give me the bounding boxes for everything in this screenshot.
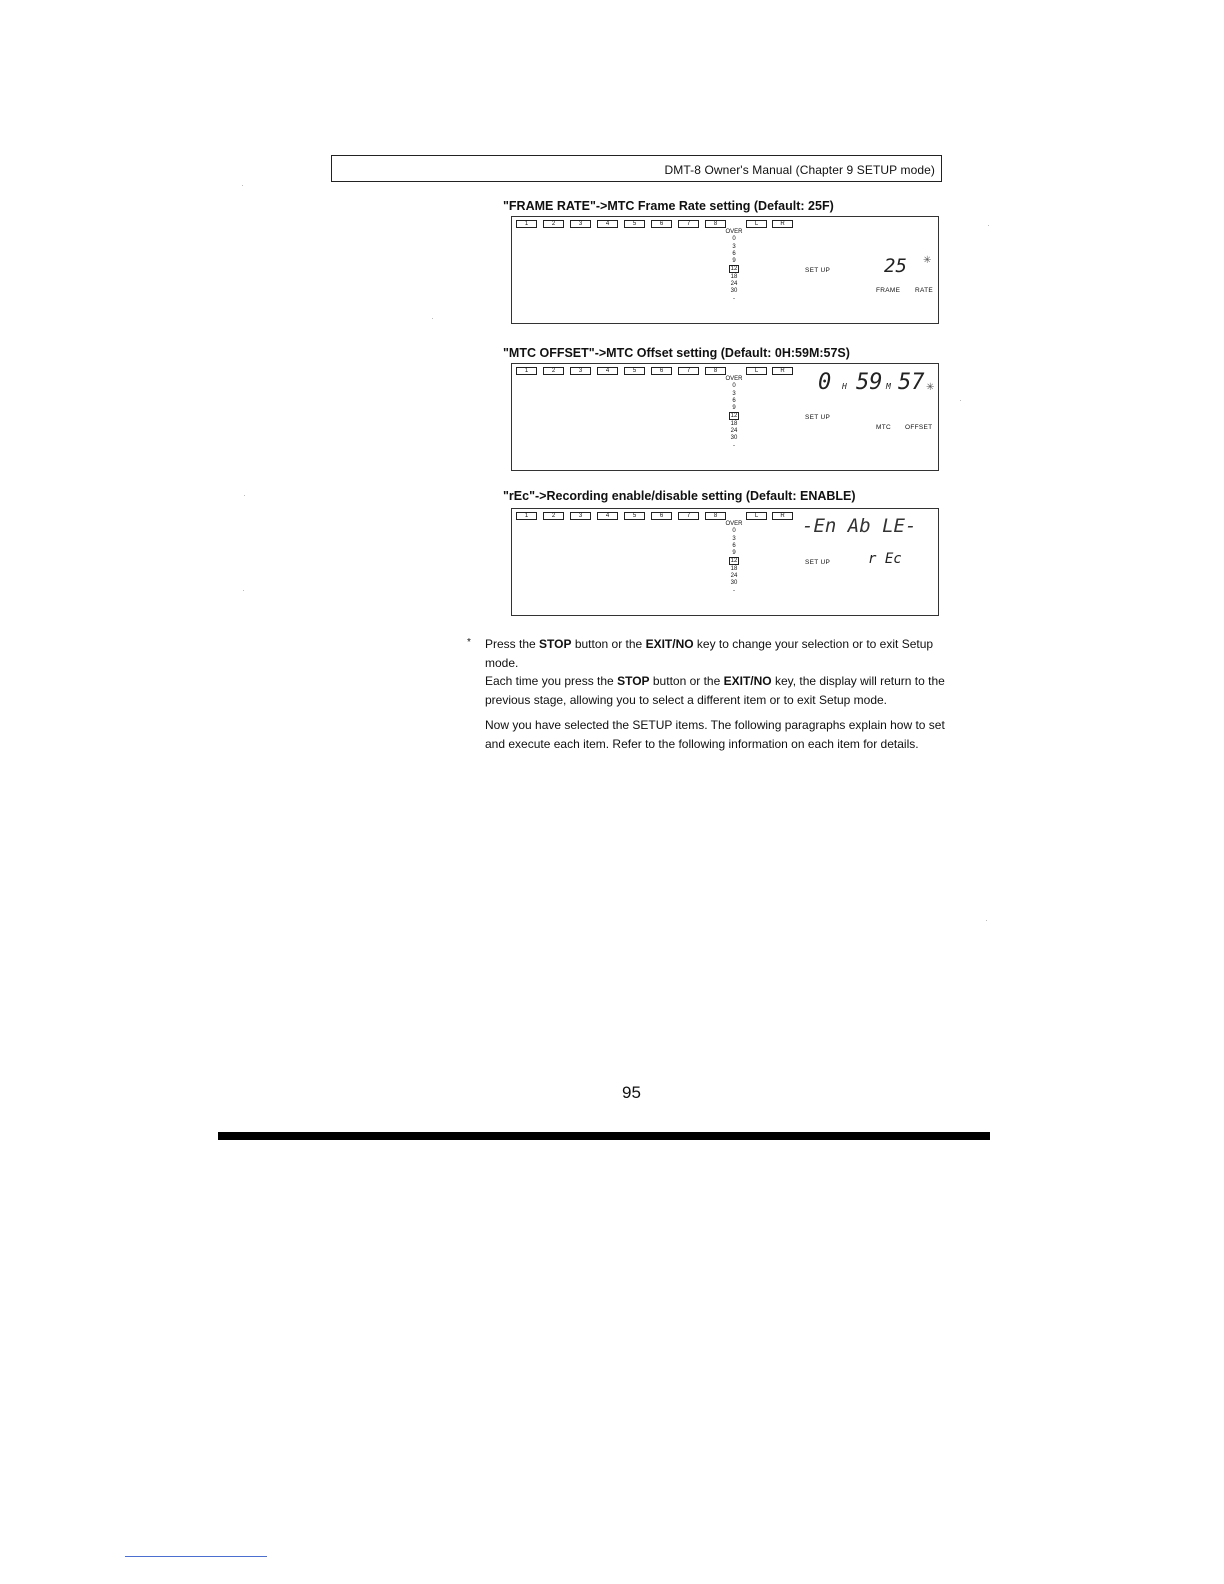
scan-speck [986, 920, 987, 921]
frame-rate-display [511, 216, 939, 324]
text-run: button or the [571, 637, 646, 651]
channel-7: 7 [678, 367, 699, 375]
meter-mark: - [733, 587, 735, 594]
meter-mark: 6 [732, 250, 736, 257]
channel-3: 3 [570, 220, 591, 228]
text-run: Press the [485, 637, 540, 651]
setup-label: SET UP [805, 414, 831, 421]
stop-button-ref: STOP [539, 637, 572, 651]
meter-mark: 6 [732, 542, 736, 549]
text-run: Each time you press the [485, 674, 618, 688]
meter-mark: - [733, 442, 735, 449]
enable-value: -En Ab LE- [802, 515, 917, 537]
meter-mark: 9 [732, 258, 736, 265]
scan-speck [432, 318, 433, 319]
channel-1: 1 [516, 220, 537, 228]
offset-minutes: 59 [856, 370, 883, 395]
meter-mark: 24 [730, 428, 738, 435]
channel-8: 8 [705, 367, 726, 375]
offset-label: OFFSET [905, 424, 933, 431]
meter-mark: 6 [732, 397, 736, 404]
header-title: DMT-8 Owner's Manual (Chapter 9 SETUP mode) [664, 163, 935, 177]
meter-mark: 9 [732, 550, 736, 557]
text-run: key to change your selection or to exit Setup mode. [485, 637, 934, 670]
hours-unit: H [842, 382, 847, 391]
bullet-mark: * [467, 637, 471, 648]
channel-6: 6 [651, 512, 672, 520]
channel-2: 2 [543, 512, 564, 520]
meter-mark: 18 [730, 273, 738, 280]
setup-label: SET UP [805, 559, 831, 566]
exit-no-key-ref: EXIT/NO [723, 674, 772, 688]
page-number: 95 [622, 1083, 641, 1102]
text-run: button or the [649, 674, 724, 688]
meter-mark: 9 [732, 405, 736, 412]
meter-mark: 12 [730, 413, 738, 420]
meter-mark: 3 [732, 243, 736, 250]
channel-1: 1 [516, 512, 537, 520]
channel-2: 2 [543, 220, 564, 228]
channel-3: 3 [570, 512, 591, 520]
rec-display [511, 508, 939, 616]
mtc-offset-display [511, 363, 939, 471]
meter-mark: 24 [730, 573, 738, 580]
mtc-offset-heading: "MTC OFFSET"->MTC Offset setting (Default: 0H:59M:57S) [503, 346, 850, 360]
channel-right: R [772, 220, 793, 228]
meter-mark: 24 [730, 281, 738, 288]
instruction-paragraph-3: Now you have selected the SETUP items. The following paragraphs explain how to set and execute each item. Refer to the following information on each item for details. [485, 718, 945, 751]
meter-mark: 3 [732, 535, 736, 542]
channel-4: 4 [597, 512, 618, 520]
channel-7: 7 [678, 220, 699, 228]
rec-value: r Ec [868, 551, 902, 567]
frame-rate-value: 25 [884, 255, 907, 277]
channel-1: 1 [516, 367, 537, 375]
level-meter-scale [721, 376, 747, 450]
minutes-unit: M [886, 382, 891, 391]
channel-left: L [746, 512, 767, 520]
level-meter-scale [721, 229, 747, 303]
setup-label: SET UP [805, 267, 831, 274]
meter-mark: 12 [730, 266, 738, 273]
meter-mark: OVER [725, 521, 743, 527]
meter-mark: 0 [732, 528, 736, 535]
channel-6: 6 [651, 367, 672, 375]
meter-mark: OVER [725, 376, 743, 382]
meter-mark: 18 [730, 565, 738, 572]
meter-mark: 30 [730, 580, 738, 587]
channel-right: R [772, 367, 793, 375]
blink-icon: ✳ [926, 382, 935, 393]
stop-button-ref: STOP [617, 674, 650, 688]
rate-label: RATE [915, 287, 934, 294]
channel-left: L [746, 220, 767, 228]
footer-rule [125, 1556, 267, 1557]
channel-right: R [772, 512, 793, 520]
frame-rate-heading: "FRAME RATE"->MTC Frame Rate setting (Default: 25F) [503, 199, 834, 213]
meter-mark: 30 [730, 435, 738, 442]
channel-2: 2 [543, 367, 564, 375]
scan-speck [242, 185, 243, 186]
meter-mark: 18 [730, 420, 738, 427]
meter-mark: - [733, 295, 735, 302]
page-header [331, 155, 942, 182]
channel-4: 4 [597, 367, 618, 375]
meter-mark: 0 [732, 236, 736, 243]
meter-mark: 30 [730, 288, 738, 295]
offset-hours: 0 [818, 370, 832, 395]
channel-5: 5 [624, 367, 645, 375]
channel-3: 3 [570, 367, 591, 375]
blink-icon: ✳ [923, 255, 932, 266]
channel-5: 5 [624, 512, 645, 520]
bottom-rule [218, 1132, 990, 1140]
instruction-paragraph-1 [485, 635, 945, 672]
mtc-label: MTC [876, 424, 891, 431]
channel-left: L [746, 367, 767, 375]
rec-heading: "rEc"->Recording enable/disable setting (Default: ENABLE) [503, 489, 856, 503]
text-run: key, the display will return to the previous stage, allowing you to select a different item or to exit Setup mode. [485, 674, 945, 707]
scan-speck [243, 590, 244, 591]
meter-mark: OVER [725, 229, 743, 235]
channel-5: 5 [624, 220, 645, 228]
scan-speck [244, 495, 245, 496]
exit-no-key-ref: EXIT/NO [645, 637, 694, 651]
channel-8: 8 [705, 512, 726, 520]
channel-6: 6 [651, 220, 672, 228]
instruction-paragraph-2 [485, 672, 945, 709]
channel-8: 8 [705, 220, 726, 228]
meter-mark: 0 [732, 383, 736, 390]
channel-4: 4 [597, 220, 618, 228]
channel-7: 7 [678, 512, 699, 520]
frame-label: FRAME [876, 287, 901, 294]
scan-speck [960, 400, 961, 401]
meter-mark: 3 [732, 390, 736, 397]
meter-mark: 12 [730, 558, 738, 565]
scan-speck [988, 225, 989, 226]
level-meter-scale [721, 521, 747, 595]
offset-seconds: 57 [898, 370, 925, 395]
